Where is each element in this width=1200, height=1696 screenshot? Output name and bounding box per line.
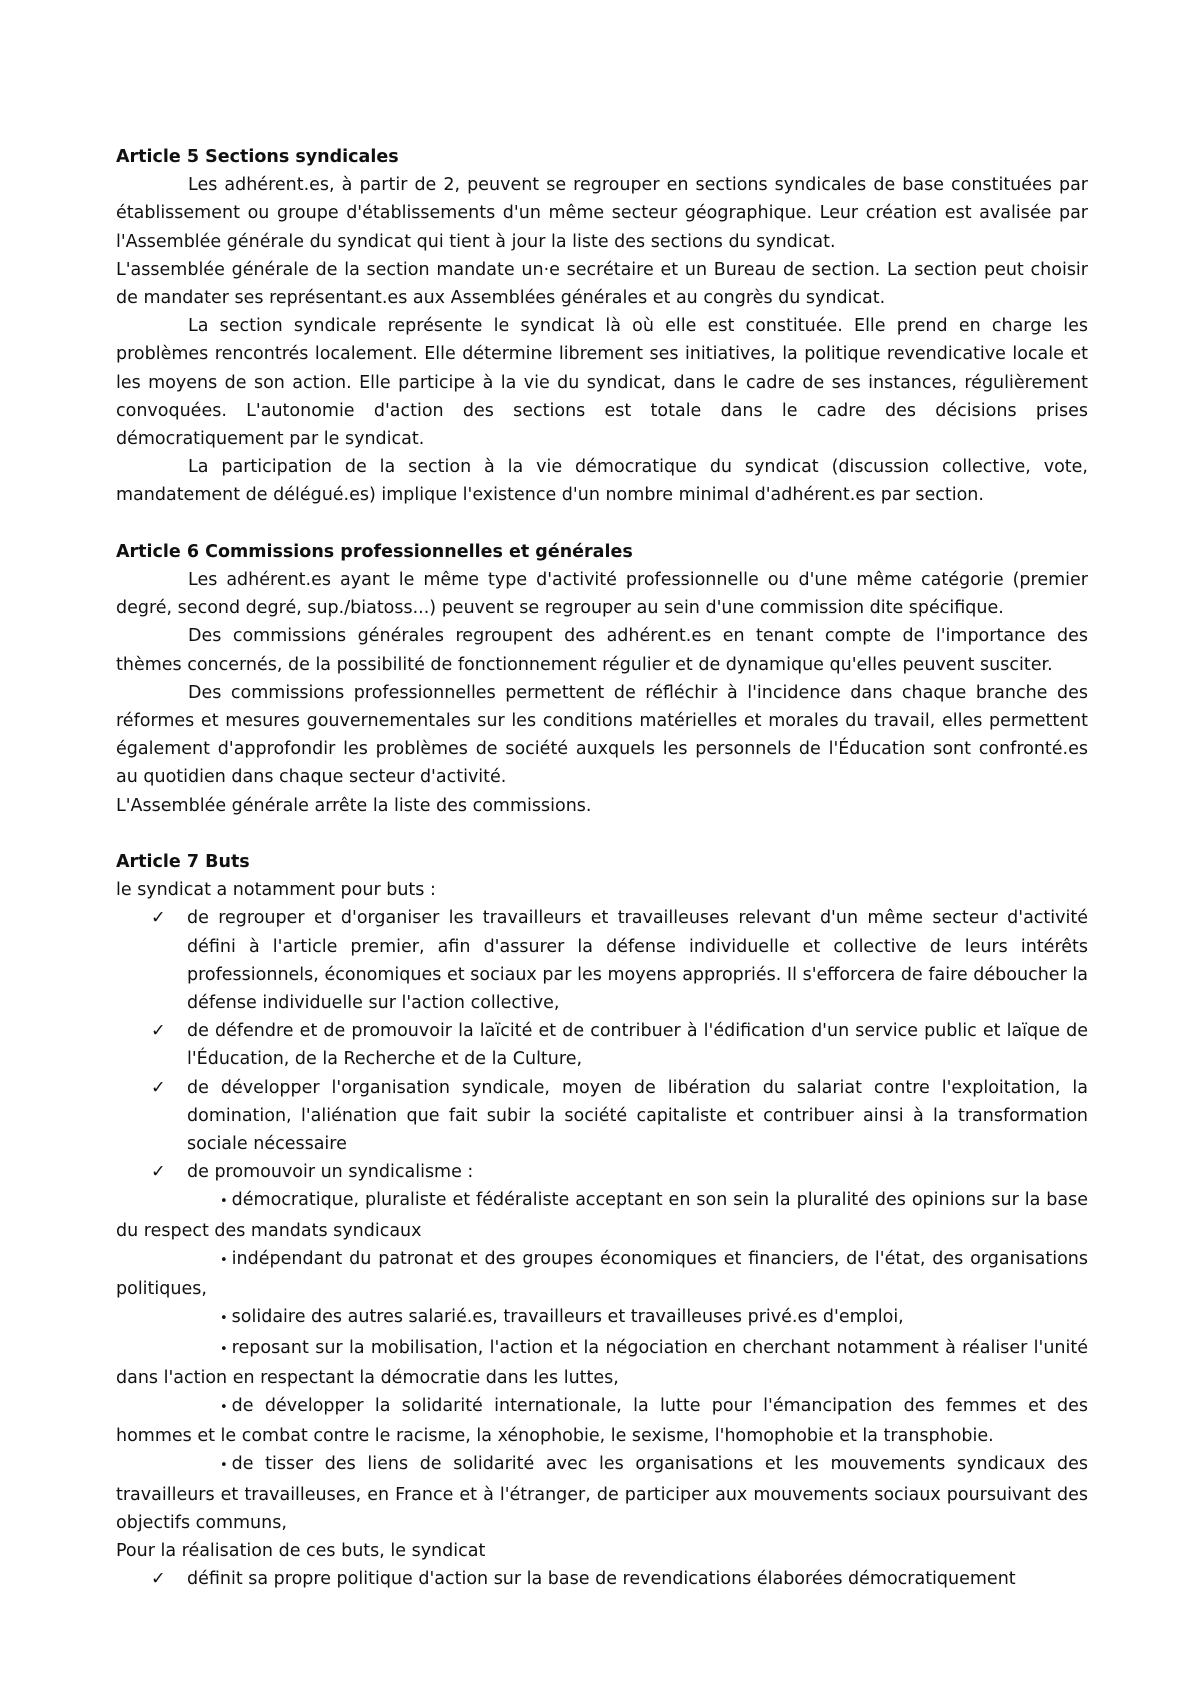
goal-item-laicite: [116, 1017, 1088, 1073]
syndicalism-text: solidaire des autres salarié.es, travailleurs et travailleuses privé.es d'emploi,: [231, 1307, 904, 1328]
bullet-icon: •: [220, 1252, 228, 1268]
article-6-paragraph-3: Des commissions professionnelles permettent de réfléchir à l'incidence dans chaque branche des réformes et mesures gouvernementales sur les conditions matérielles et morales du travail, elles permettent également d'approfondir les problèmes de société auxquels les personnels de l'Éducation sont confronté.es au quotidien dans chaque secteur d'activité.: [116, 682, 1088, 788]
article-7-intro: le syndicat a notamment pour buts :: [116, 880, 436, 901]
bullet-icon: •: [220, 1458, 228, 1474]
article-6-paragraph-2: Des commissions générales regroupent des adhérent.es en tenant compte de l'importance des thèmes concernés, de la possibilité de fonctionnement régulier et de dynamique qu'elles peuvent susciter.: [116, 626, 1088, 675]
goal-text: définit sa propre politique d'action sur la base de revendications élaborées démocratiquement: [187, 1569, 1016, 1590]
article-7-realisation: Pour la réalisation de ces buts, le syndicat: [116, 1540, 486, 1561]
syndicalism-item-liens: [116, 1450, 1088, 1537]
goal-item-politique: [116, 1565, 1088, 1593]
article-6-heading: Article 6 Commissions professionnelles et générales: [116, 541, 633, 562]
checkmark-icon: ✓: [151, 1162, 166, 1183]
syndicalism-text: indépendant du patronat et des groupes économiques et financiers, de l'état, des organisations politiques,: [116, 1248, 1088, 1300]
syndicalism-item-internationale: [116, 1392, 1088, 1450]
article-5-paragraph-2: L'assemblée générale de la section mandate un·e secrétaire et un Bureau de section. La section peut choisir de mandater ses représentant.es aux Assemblées générales et au congrès du syndicat.: [116, 259, 1088, 309]
checkmark-icon: ✓: [151, 908, 166, 929]
syndicalism-item-democratique: [116, 1186, 1088, 1244]
bullet-icon: •: [220, 1311, 228, 1327]
goal-text: de promouvoir un syndicalisme :: [187, 1162, 474, 1183]
goal-item-organisation: [116, 1074, 1088, 1159]
bullet-icon: •: [220, 1399, 228, 1415]
syndicalism-item-independant: [116, 1245, 1088, 1303]
syndicalism-item-solidaire: [116, 1303, 1088, 1333]
checkmark-icon: ✓: [151, 1077, 166, 1098]
syndicalism-text: démocratique, pluraliste et fédéraliste acceptant en son sein la pluralité des opinions sur la base du respect des mandats syndicaux: [116, 1190, 1088, 1241]
section-spacer: [116, 820, 1088, 848]
syndicalism-text: de développer la solidarité internationale, la lutte pour l'émancipation des femmes et des hommes et le combat contre le racisme, la xénophobie, le sexisme, l'homophobie et la transphobie.: [116, 1395, 1088, 1447]
goal-item-syndicalisme: [116, 1158, 1088, 1186]
bullet-icon: •: [220, 1194, 228, 1210]
syndicalism-text: reposant sur la mobilisation, l'action et la négociation en cherchant notamment à réaliser l'unité dans l'action en respectant la démocratie dans les luttes,: [116, 1337, 1088, 1388]
syndicalism-item-mobilisation: [116, 1334, 1088, 1392]
article-5-paragraph-3: La section syndicale représente le syndicat là où elle est constituée. Elle prend en charge les problèmes rencontrés localement. Elle détermine librement ses initiatives, la politique revendicative locale et les moyens de son action. Elle participe à la vie du syndicat, dans le cadre de ses instances, régulièrement convoquées. L'autonomie d'action des sections est totale dans le cadre des décisions prises démocratiquement par le syndicat.: [116, 316, 1088, 450]
checkmark-icon: ✓: [151, 1021, 166, 1042]
article-5-paragraph-1: Les adhérent.es, à partir de 2, peuvent se regrouper en sections syndicales de base constituées par établissement ou groupe d'établissements d'un même secteur géographique. Leur création est avalisée par l'Assemblée générale du syndicat qui tient à jour la liste des sections du syndicat.: [116, 175, 1088, 252]
document-page: [116, 143, 1088, 1593]
article-6-paragraph-1: Les adhérent.es ayant le même type d'activité professionnelle ou d'une même catégorie (premier degré, second degré, sup./biatoss...) peuvent se regrouper au sein d'une commission dite spécifique.: [116, 570, 1088, 619]
article-6-paragraph-4: L'Assemblée générale arrête la liste des commissions.: [116, 795, 592, 816]
article-7-heading: Article 7 Buts: [116, 852, 250, 873]
section-spacer: [116, 510, 1088, 538]
article-5-heading: Article 5 Sections syndicales: [116, 147, 399, 167]
goal-text: de défendre et de promouvoir la laïcité et de contribuer à l'édification d'un service public et laïque de l'Éducation, de la Recherche et de la Culture,: [187, 1021, 1088, 1070]
syndicalism-text: de tisser des liens de solidarité avec les organisations et les mouvements syndicaux des travailleurs et travailleuses, en France et à l'étranger, de participer aux mouvements sociaux poursuivant des objectifs communs,: [116, 1454, 1088, 1533]
article-5-paragraph-4: La participation de la section à la vie démocratique du syndicat (discussion collective, vote, mandatement de délégué.es) implique l'existence d'un nombre minimal d'adhérent.es par section.: [116, 457, 1088, 506]
checkmark-icon: ✓: [151, 1569, 166, 1590]
goal-text: de développer l'organisation syndicale, moyen de libération du salariat contre l'exploitation, la domination, l'aliénation que fait subir la société capitaliste et contribuer ainsi à la transformation sociale nécessaire: [187, 1077, 1088, 1155]
goal-item-regrouper: [116, 904, 1088, 1017]
goal-text: de regrouper et d'organiser les travailleurs et travailleuses relevant d'un même secteur d'activité défini à l'article premier, afin d'assurer la défense individuelle et collective de leurs intérêts professionnels, économiques et sociaux par les moyens appropriés. Il s'efforcera de faire déboucher la défense individuelle sur l'action collective,: [187, 908, 1088, 1014]
bullet-icon: •: [220, 1341, 228, 1357]
